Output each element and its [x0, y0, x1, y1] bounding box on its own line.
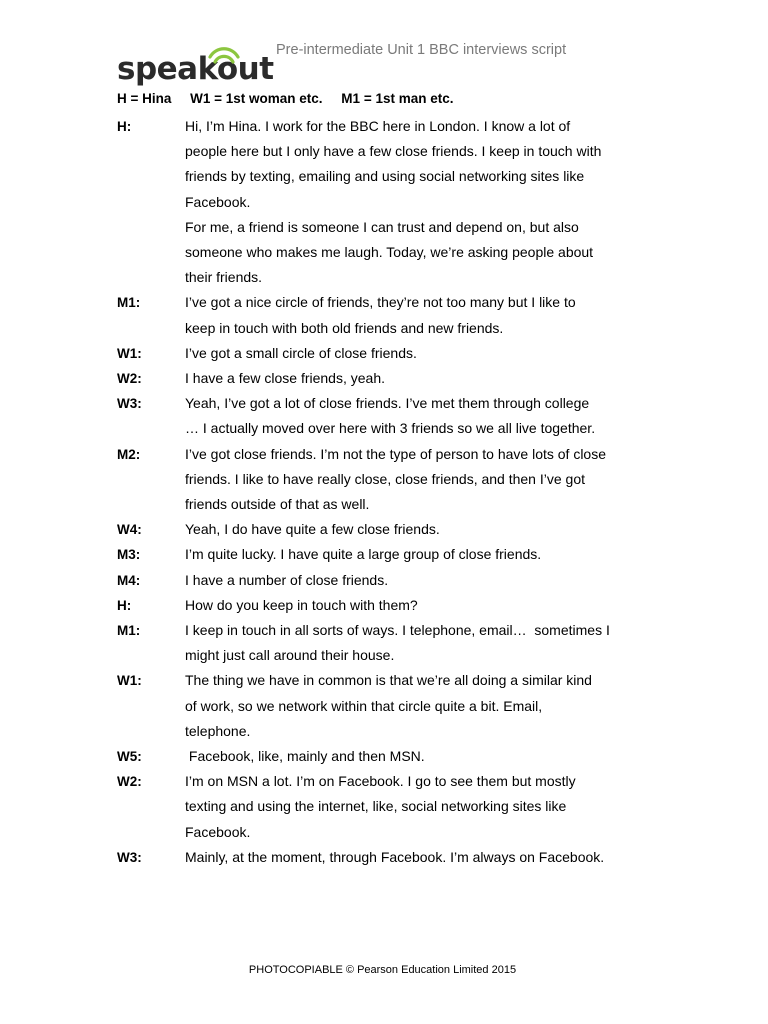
speech-line: Mainly, at the moment, through Facebook. I’m always on Facebook. [185, 848, 605, 865]
speech-line: people here but I only have a few close friends. I keep in touch with [185, 143, 602, 160]
speech-line: friends outside of that as well. [185, 496, 370, 513]
document-title: Pre-intermediate Unit 1 BBC interviews script [276, 42, 567, 58]
speech-line: keep in touch with both old friends and new friends. [185, 319, 504, 336]
speech-text [185, 668, 657, 744]
speech-line: friends by texting, emailing and using social networking sites like [185, 168, 585, 185]
speech-text [185, 845, 657, 870]
speech-text [185, 568, 657, 593]
speech-line: someone who makes me laugh. Today, we’re asking people about [185, 244, 594, 261]
speech-line: I’ve got a nice circle of friends, they’re not too many but I like to [185, 294, 576, 311]
speech-line: Facebook, like, mainly and then MSN. [185, 748, 425, 765]
speaker-label: M1: [117, 295, 141, 311]
transcript-entry [117, 668, 657, 744]
speech-line: I have a number of close friends. [185, 571, 389, 588]
transcript-entry [117, 366, 657, 391]
transcript-entry [117, 593, 657, 618]
speech-text [185, 114, 657, 290]
speech-line: telephone. [185, 722, 251, 739]
speaker-label: M3: [117, 547, 141, 563]
speech-line: I’m quite lucky. I have quite a large group of close friends. [185, 546, 542, 563]
transcript-entry [117, 341, 657, 366]
speech-line: The thing we have in common is that we’re all doing a similar kind [185, 672, 592, 689]
transcript [117, 114, 657, 870]
copyright-notice: PHOTOCOPIABLE © Pearson Education Limited 2015 [248, 964, 517, 976]
speech-line: of work, so we network within that circle quite a bit. Email, [185, 697, 543, 714]
speech-line: texting and using the internet, like, social networking sites like [185, 798, 567, 815]
speech-line: Yeah, I’ve got a lot of close friends. I’ve met them through college [185, 395, 590, 412]
speaker-label: W2: [117, 774, 142, 790]
transcript-entry [117, 618, 657, 668]
transcript-entry [117, 769, 657, 845]
speaker-label: W1: [117, 345, 142, 361]
speech-line: I’ve got close friends. I’m not the type of person to have lots of close [185, 445, 607, 462]
speech-text [185, 517, 657, 542]
speech-line: might just call around their house. [185, 647, 395, 664]
speech-text [185, 442, 657, 518]
speech-text [185, 391, 657, 441]
speaker-label: W4: [117, 522, 142, 538]
speech-line: Facebook. [185, 823, 251, 840]
speech-line: I have a few close friends, yeah. [185, 370, 385, 387]
transcript-entry [117, 568, 657, 593]
speech-line: How do you keep in touch with them? [185, 596, 418, 613]
transcript-entry [117, 517, 657, 542]
speaker-label: M1: [117, 623, 141, 639]
speech-line: Yeah, I do have quite a few close friends. [185, 521, 440, 538]
transcript-entry [117, 290, 657, 340]
speech-text [185, 366, 657, 391]
transcript-entry [117, 744, 657, 769]
speaker-label: H: [117, 119, 132, 134]
speech-line: I keep in touch in all sorts of ways. I telephone, email… sometimes I [185, 622, 610, 639]
speaker-label: W3: [117, 849, 142, 865]
speech-line: friends. I like to have really close, close friends, and then I’ve got [185, 470, 585, 487]
speech-line: Facebook. [185, 193, 251, 210]
footer [0, 964, 768, 976]
speech-text [185, 341, 657, 366]
speech-text [185, 542, 657, 567]
speech-text [185, 744, 657, 769]
speaker-label: W3: [117, 396, 142, 412]
speech-line: their friends. [185, 269, 263, 286]
speakout-logo [117, 42, 277, 86]
speech-text [185, 769, 657, 845]
speech-text [185, 593, 657, 618]
speech-line: Hi, I’m Hina. I work for the BBC here in London. I know a lot of [185, 118, 571, 134]
speaker-label: M2: [117, 446, 141, 462]
speaker-legend: H = Hina W1 = 1st woman etc. M1 = 1st man etc. [117, 91, 454, 106]
speech-line: … I actually moved over here with 3 friends so we all live together. [185, 420, 596, 437]
logo-text: speakout [117, 51, 274, 86]
speaker-label: W5: [117, 749, 142, 765]
speech-line: I’m on MSN a lot. I’m on Facebook. I go to see them but mostly [185, 773, 576, 790]
transcript-entry [117, 114, 657, 290]
speech-text [185, 290, 657, 340]
transcript-entry [117, 442, 657, 518]
speech-text [185, 618, 657, 668]
speaker-label: W2: [117, 371, 142, 387]
speaker-label: H: [117, 597, 132, 613]
speaker-label: M4: [117, 572, 141, 588]
transcript-entry [117, 391, 657, 441]
transcript-entry [117, 542, 657, 567]
transcript-entry [117, 845, 657, 870]
speech-line: For me, a friend is someone I can trust and depend on, but also [185, 218, 579, 235]
speaker-label: W1: [117, 673, 142, 689]
speech-line: I’ve got a small circle of close friends. [185, 344, 417, 361]
